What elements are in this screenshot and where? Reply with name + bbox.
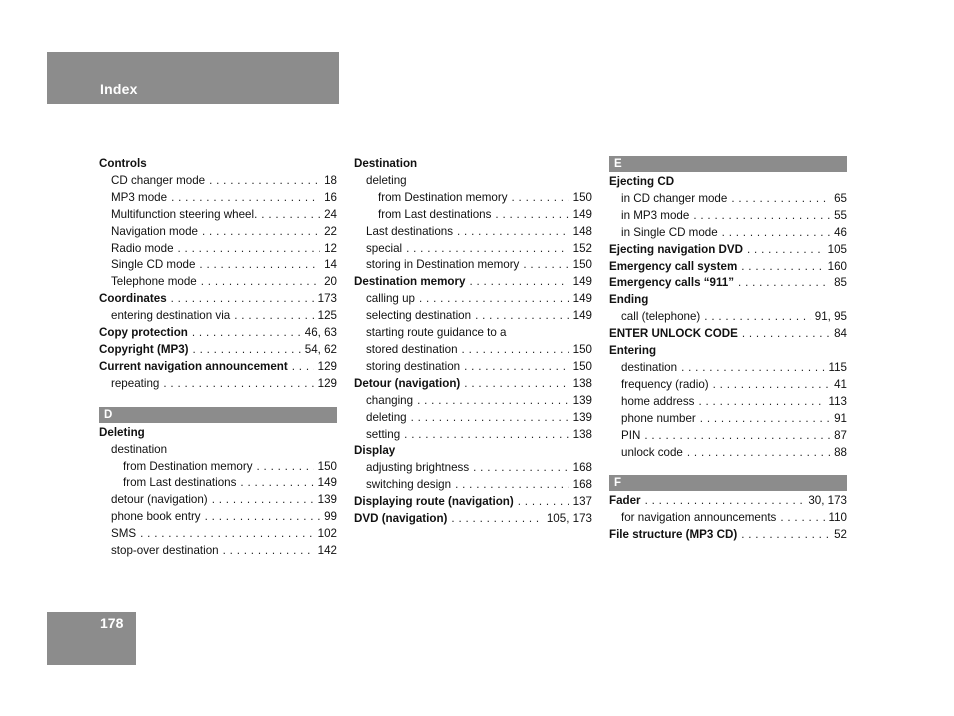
entry-page-ref: 150: [572, 258, 592, 272]
entry-label: Ejecting CD: [609, 175, 675, 188]
entry-page-ref: 149: [572, 309, 592, 323]
index-subentry: [609, 428, 847, 445]
entry-label: in Single CD mode: [621, 225, 718, 239]
entry-label: special: [366, 241, 403, 255]
entry-label: Displaying route (navigation): [354, 495, 514, 509]
index-entry: [609, 174, 847, 191]
entry-label: Ending: [609, 293, 649, 307]
dot-leader: [698, 394, 824, 411]
dot-leader: [234, 308, 313, 325]
index-entry: [99, 325, 337, 342]
entry-label: for navigation announcements: [621, 511, 777, 525]
index-subentry: [354, 190, 592, 207]
section-letter-bar: D: [99, 407, 337, 423]
dot-leader: [457, 224, 569, 241]
entry-label: Coordinates: [99, 292, 167, 306]
index-subentry: [354, 257, 592, 274]
entry-page-ref: 149: [317, 476, 337, 490]
entry-page-ref: 105: [827, 242, 847, 256]
entry-page-ref: 168: [572, 461, 592, 475]
dot-leader: [404, 427, 568, 444]
dot-leader: [495, 207, 568, 224]
entry-page-ref: 113: [828, 394, 847, 408]
entry-label: call (telephone): [621, 310, 701, 324]
dot-leader: [473, 460, 569, 477]
index-subentry: [354, 308, 592, 325]
index-subentry: [99, 190, 337, 207]
entry-page-ref: 24: [324, 207, 337, 221]
index-entry: [99, 291, 337, 308]
dot-leader: [722, 225, 830, 242]
dot-leader: [523, 257, 568, 274]
dot-leader: [731, 191, 830, 208]
entry-label: deleting: [366, 410, 407, 424]
index-subentry: [354, 241, 592, 258]
dot-leader: [223, 543, 314, 560]
entry-label: Deleting: [99, 425, 145, 439]
entry-page-ref: 20: [324, 275, 337, 289]
index-subentry: [609, 510, 847, 527]
dot-leader: [681, 360, 824, 377]
dot-leader: [212, 492, 314, 509]
index-subentry: [99, 308, 337, 325]
entry-page-ref: 84: [834, 327, 847, 341]
index-entry: [354, 274, 592, 291]
entry-label: in CD changer mode: [621, 191, 728, 205]
entry-page-ref: 139: [572, 393, 592, 407]
entry-label: detour (navigation): [111, 493, 208, 507]
entry-label: Entering: [609, 344, 657, 358]
entry-label: unlock code: [621, 445, 683, 459]
entry-page-ref: 52: [834, 528, 847, 542]
entry-page-ref: 99: [324, 510, 337, 524]
entry-page-ref: 139: [317, 493, 337, 507]
dot-leader: [747, 242, 824, 259]
entry-label: stop-over destination: [111, 544, 219, 558]
entry-label: selecting destination: [366, 309, 472, 323]
index-subentry: [354, 460, 592, 477]
index-subentry: [99, 376, 337, 393]
entry-label: in MP3 mode: [621, 208, 690, 222]
index-subentry: [99, 274, 337, 291]
index-subentry: [99, 459, 337, 476]
index-entry: [609, 292, 847, 309]
entry-page-ref: 46, 63: [304, 326, 337, 340]
entry-label: File structure (MP3 CD): [609, 528, 738, 542]
section-letter-bar: F: [609, 475, 847, 491]
entry-label: ENTER UNLOCK CODE: [609, 327, 738, 341]
entry-label: Display: [354, 444, 396, 458]
dot-leader: [780, 510, 824, 527]
entry-page-ref: 46: [834, 225, 847, 239]
index-subentry: [99, 442, 337, 459]
index-column-2: [354, 156, 592, 528]
dot-leader: [202, 224, 320, 241]
entry-label: home address: [621, 394, 695, 408]
index-subentry: [99, 241, 337, 258]
entry-page-ref: 138: [572, 376, 592, 390]
dot-leader: [193, 342, 301, 359]
index-subentry: [609, 309, 847, 326]
dot-leader: [178, 241, 321, 258]
entry-label: Telephone mode: [111, 275, 197, 289]
index-subentry: [99, 173, 337, 190]
index-subentry: [99, 492, 337, 509]
index-subentry: [99, 224, 337, 241]
entry-page-ref: 22: [324, 224, 337, 238]
index-entry: [609, 275, 847, 292]
entry-label: destination: [111, 442, 168, 456]
entry-page-ref: 138: [572, 427, 592, 441]
entry-page-ref: 148: [572, 224, 592, 238]
dot-leader: [713, 377, 830, 394]
dot-leader: [163, 376, 313, 393]
dot-leader: [171, 291, 314, 308]
entry-label: Single CD mode: [111, 258, 196, 272]
dot-leader: [192, 325, 301, 342]
entry-label: repeating: [111, 376, 160, 390]
entry-label: entering destination via: [111, 309, 231, 323]
dot-leader: [411, 410, 569, 427]
entry-label: deleting: [366, 173, 407, 187]
entry-label: calling up: [366, 292, 415, 306]
entry-label: stored destination: [366, 342, 458, 356]
dot-leader: [209, 173, 320, 190]
entry-page-ref: 115: [828, 360, 847, 374]
entry-page-ref: 168: [572, 478, 592, 492]
entry-page-ref: 85: [834, 276, 847, 290]
index-subentry: [609, 191, 847, 208]
entry-page-ref: 150: [572, 190, 592, 204]
index-subentry: [609, 377, 847, 394]
entry-page-ref: 87: [834, 428, 847, 442]
index-subentry: [354, 291, 592, 308]
entry-page-ref: 54, 62: [304, 342, 337, 356]
dot-leader: [741, 259, 823, 276]
entry-label: switching design: [366, 478, 452, 492]
index-subentry: [354, 410, 592, 427]
dot-leader: [644, 428, 830, 445]
entry-page-ref: 30, 173: [808, 494, 847, 508]
index-entry: [354, 443, 592, 460]
dot-leader: [645, 493, 805, 510]
dot-leader: [419, 291, 569, 308]
entry-label: storing in Destination memory: [366, 258, 520, 272]
entry-label: Multifunction steering wheel.: [111, 207, 258, 221]
dot-leader: [512, 190, 569, 207]
index-subentry: [354, 427, 592, 444]
index-subentry: [99, 207, 337, 224]
entry-page-ref: 55: [834, 208, 847, 222]
dot-leader: [205, 509, 320, 526]
header-tab: [47, 52, 339, 104]
index-column-1: [99, 156, 337, 560]
entry-label: CD changer mode: [111, 173, 206, 187]
dot-leader: [201, 274, 320, 291]
entry-page-ref: 142: [317, 544, 337, 558]
entry-page-ref: 139: [572, 410, 592, 424]
index-subentry: [609, 411, 847, 428]
entry-page-ref: 173: [317, 292, 337, 306]
dot-leader: [741, 527, 830, 544]
entry-page-ref: 110: [828, 511, 847, 525]
section-gap: [99, 393, 337, 407]
entry-label: Ejecting navigation DVD: [609, 242, 743, 256]
entry-label: Copy protection: [99, 326, 188, 340]
index-subentry: [354, 207, 592, 224]
index-entry: [609, 259, 847, 276]
dot-leader: [687, 445, 830, 462]
entry-label: Emergency call system: [609, 259, 738, 273]
entry-page-ref: 129: [317, 376, 337, 390]
index-subentry: [609, 445, 847, 462]
dot-leader: [240, 475, 313, 492]
dot-leader: [700, 411, 830, 428]
dot-leader: [704, 309, 810, 326]
index-subentry: [609, 360, 847, 377]
index-subentry: [99, 526, 337, 543]
entry-page-ref: 16: [324, 190, 337, 204]
entry-label: Detour (navigation): [354, 376, 461, 390]
dot-leader: [140, 526, 314, 543]
index-subentry: [99, 257, 337, 274]
dot-leader: [462, 342, 569, 359]
dot-leader: [742, 326, 830, 343]
entry-page-ref: 129: [317, 359, 337, 373]
entry-label: from Destination memory: [123, 459, 253, 473]
index-subentry: [354, 224, 592, 241]
dot-leader: [455, 477, 569, 494]
entry-page-ref: 125: [317, 309, 337, 323]
index-entry: [99, 156, 337, 173]
entry-label: Current navigation announcement: [99, 359, 288, 373]
entry-label: adjusting brightness: [366, 461, 470, 475]
dot-leader: [475, 308, 569, 325]
entry-page-ref: 149: [572, 207, 592, 221]
dot-leader: [417, 393, 569, 410]
entry-page-ref: 160: [827, 259, 847, 273]
dot-leader: [693, 208, 830, 225]
dot-leader: [261, 207, 320, 224]
dot-leader: [738, 275, 830, 292]
entry-label: phone number: [621, 411, 696, 425]
index-subentry: [609, 394, 847, 411]
entry-label: from Last destinations: [123, 476, 237, 490]
index-subentry: [354, 477, 592, 494]
section-gap: [609, 461, 847, 475]
index-column-3: [609, 156, 847, 544]
entry-label: Last destinations: [366, 224, 454, 238]
entry-label: Fader: [609, 494, 641, 508]
entry-page-ref: 150: [572, 342, 592, 356]
index-entry: [354, 511, 592, 528]
index-subentry: [354, 342, 592, 359]
index-subentry: [609, 208, 847, 225]
index-entry: [354, 494, 592, 511]
entry-label: Controls: [99, 157, 147, 170]
dot-leader: [451, 511, 542, 528]
entry-label: MP3 mode: [111, 190, 168, 204]
index-subentry: [354, 173, 592, 190]
index-subentry: [354, 325, 592, 342]
index-subentry: [354, 393, 592, 410]
dot-leader: [464, 376, 568, 393]
entry-page-ref: 152: [572, 241, 592, 255]
index-entry: [99, 425, 337, 442]
entry-label: Destination memory: [354, 275, 466, 289]
index-subentry: [354, 359, 592, 376]
index-subentry: [609, 225, 847, 242]
index-entry: [609, 242, 847, 259]
dot-leader: [464, 359, 569, 376]
entry-page-ref: 150: [572, 359, 592, 373]
entry-page-ref: 137: [572, 495, 592, 509]
page-title: Index: [100, 81, 138, 97]
page-number-tab: [47, 612, 136, 665]
entry-label: storing destination: [366, 359, 461, 373]
index-entry: [609, 343, 847, 360]
entry-page-ref: 149: [572, 275, 592, 289]
entry-label: frequency (radio): [621, 377, 709, 391]
index-entry: [609, 493, 847, 510]
entry-page-ref: 12: [324, 241, 337, 255]
entry-page-ref: 41: [834, 377, 847, 391]
dot-leader: [518, 494, 569, 511]
entry-page-ref: 65: [834, 191, 847, 205]
entry-page-ref: 14: [324, 258, 337, 272]
entry-label: DVD (navigation): [354, 512, 448, 526]
entry-label: Emergency calls “911”: [609, 276, 735, 290]
index-entry: [354, 376, 592, 393]
entry-page-ref: 150: [317, 459, 337, 473]
section-letter-bar: E: [609, 156, 847, 172]
entry-label: changing: [366, 393, 414, 407]
index-subentry: [99, 475, 337, 492]
dot-leader: [292, 359, 314, 376]
entry-label: Destination: [354, 157, 418, 170]
entry-label: SMS: [111, 527, 137, 541]
entry-label: from Last destinations: [378, 207, 492, 221]
dot-leader: [171, 190, 320, 207]
entry-page-ref: 18: [324, 173, 337, 187]
entry-label: PIN: [621, 428, 641, 442]
entry-page-ref: 105, 173: [546, 512, 592, 526]
index-entry: [609, 326, 847, 343]
entry-label: Navigation mode: [111, 224, 199, 238]
entry-label: Copyright (MP3): [99, 342, 189, 356]
page-number: 178: [100, 615, 124, 631]
dot-leader: [257, 459, 314, 476]
entry-label: Radio mode: [111, 241, 174, 255]
entry-label: phone book entry: [111, 510, 201, 524]
dot-leader: [406, 241, 569, 258]
entry-label: starting route guidance to a: [366, 326, 507, 340]
entry-page-ref: 88: [834, 445, 847, 459]
index-entry: [99, 342, 337, 359]
entry-label: destination: [621, 360, 678, 374]
index-entry: [609, 527, 847, 544]
index-entry: [354, 156, 592, 173]
entry-label: setting: [366, 427, 401, 441]
entry-page-ref: 91, 95: [814, 310, 847, 324]
entry-page-ref: 149: [572, 292, 592, 306]
entry-page-ref: 91: [834, 411, 847, 425]
index-entry: [99, 359, 337, 376]
dot-leader: [469, 274, 568, 291]
index-subentry: [99, 509, 337, 526]
dot-leader: [199, 257, 320, 274]
entry-label: from Destination memory: [378, 190, 508, 204]
index-subentry: [99, 543, 337, 560]
entry-page-ref: 102: [317, 527, 337, 541]
